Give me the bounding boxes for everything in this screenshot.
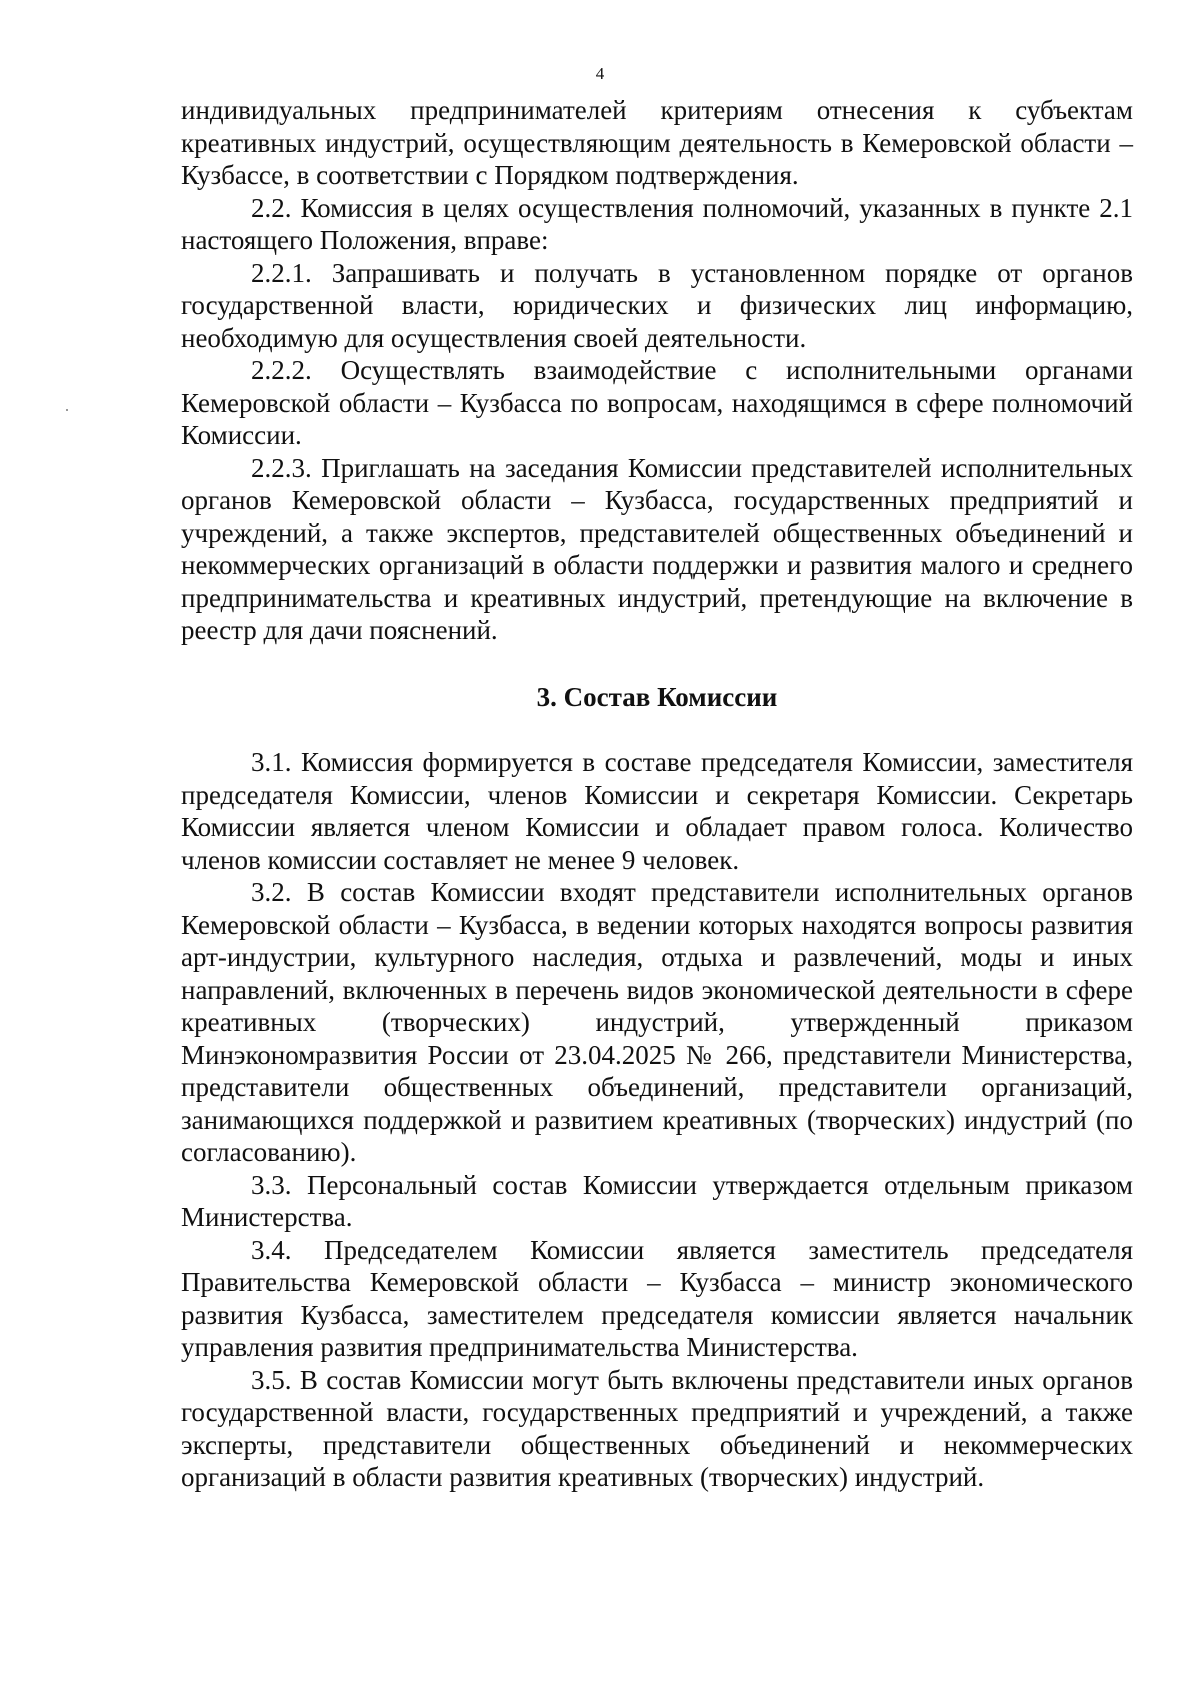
paragraph-continuation: индивидуальных предпринимателей критериям отнесения к субъектам креативных индустрий, осуществляющим деятельность в Кемеровской области – Кузбассе, в соответствии с Порядком подтверждения. (181, 95, 1133, 190)
spacer (181, 647, 1133, 681)
paragraph-3-2: 3.2. В состав Комиссии входят представители исполнительных органов Кемеровской области – Кузбасса, в ведении которых находятся вопросы развития арт-индустрии, культурного наследия, отдыха и развлечений, моды и иных направлений, включенных в перечень видов экономической деятельности в сфере креативных (творческих) индустрий, утвержденный приказом Минэкономразвития России от 23.04.2025 № 266, представители Министерства, представители общественных объединений, представители организаций, занимающихся поддержкой и развитием креативных (творческих) индустрий (по согласованию). (181, 877, 1133, 1167)
paragraph-2-2-1: 2.2.1. Запрашивать и получать в установленном порядке от органов государственной власти, юридических и физических лиц информацию, необходимую для осуществления своей деятельности. (181, 257, 1133, 353)
paragraph-2-2-2: 2.2.2. Осуществлять взаимодействие с исполнительными органами Кемеровской области – Кузбасса по вопросам, находящимся в сфере полномочий Комиссии. (181, 355, 1133, 450)
paragraph-2-2-3: 2.2.3. Приглашать на заседания Комиссии представителей исполнительных органов Кемеровской области – Кузбасса, государственных предприятий и учреждений, а также экспертов, представителей общественных объединений и некоммерческих организаций в области поддержки и развития малого и среднего предпринимательства и креативных индустрий, претендующие на включение в реестр для дачи пояснений. (181, 452, 1133, 645)
paragraph-3-4: 3.4. Председателем Комиссии является заместитель председателя Правительства Кемеровской области – Кузбасса – министр экономического развития Кузбасса, заместителем председателя комиссии является начальник управления развития предпринимательства Министерства. (181, 1234, 1133, 1362)
page-number: 4 (595, 64, 605, 83)
document-body (181, 94, 1133, 1494)
scan-speck (66, 409, 68, 411)
paragraph-3-5: 3.5. В состав Комиссии могут быть включены представители иных органов государственной власти, государственных предприятий и учреждений, а также эксперты, представители общественных объединений и некоммерческих организаций в области развития креативных (творческих) индустрий. (181, 1364, 1133, 1492)
paragraph-3-3: 3.3. Персональный состав Комиссии утверждается отдельным приказом Министерства. (181, 1169, 1133, 1232)
paragraph-2-2: 2.2. Комиссия в целях осуществления полномочий, указанных в пункте 2.1 настоящего Положения, вправе: (181, 192, 1133, 255)
paragraph-3-1: 3.1. Комиссия формируется в составе председателя Комиссии, заместителя председателя Комиссии, членов Комиссии и секретаря Комиссии. Секретарь Комиссии является членом Комиссии и обладает правом голоса. Количество членов комиссии составляет не менее 9 человек. (181, 747, 1133, 875)
spacer (181, 713, 1133, 746)
section-3-heading: 3. Состав Комиссии (536, 681, 778, 712)
